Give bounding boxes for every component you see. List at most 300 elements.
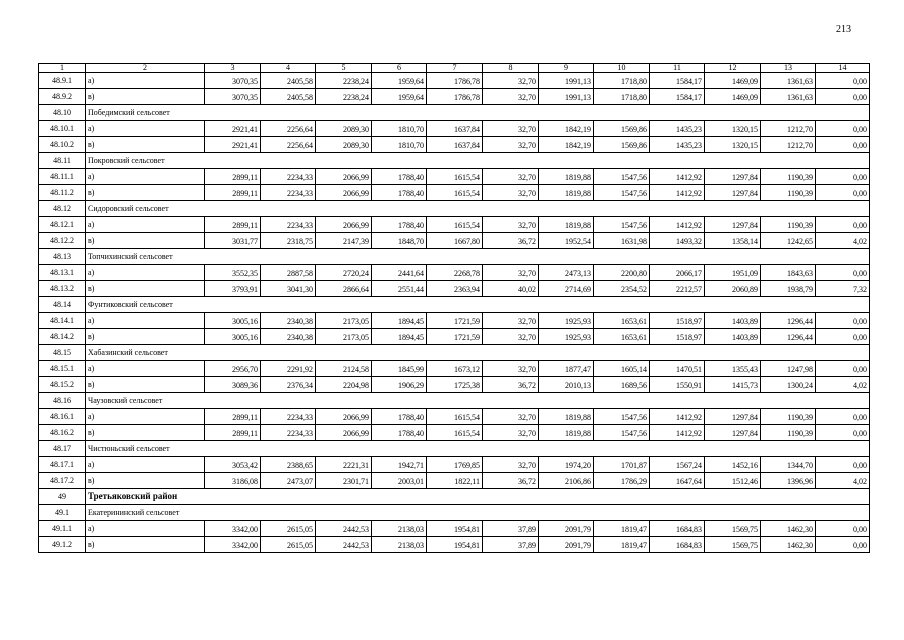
row-label: в) xyxy=(86,377,205,393)
value-col-11: 1518,97 xyxy=(650,313,705,329)
row-code: 48.9.1 xyxy=(39,73,86,89)
value-col-14: 0,00 xyxy=(816,185,870,201)
value-col-11: 1647,64 xyxy=(650,473,705,489)
council-row xyxy=(39,249,870,265)
table-row xyxy=(39,361,870,377)
value-col-5: 2066,99 xyxy=(316,409,372,425)
value-col-11: 1412,92 xyxy=(650,217,705,233)
value-col-6: 1788,40 xyxy=(372,217,427,233)
value-col-13: 1938,79 xyxy=(761,281,816,297)
value-col-14: 0,00 xyxy=(816,137,870,153)
value-col-12: 1320,15 xyxy=(705,137,761,153)
value-col-10: 1547,56 xyxy=(594,185,650,201)
value-col-14: 0,00 xyxy=(816,265,870,281)
value-col-10: 1701,87 xyxy=(594,457,650,473)
column-number-6: 6 xyxy=(372,64,427,73)
value-col-8: 32,70 xyxy=(483,265,539,281)
value-col-14: 0,00 xyxy=(816,521,870,537)
value-col-4: 2388,65 xyxy=(261,457,316,473)
value-col-13: 1344,70 xyxy=(761,457,816,473)
value-col-13: 1190,39 xyxy=(761,409,816,425)
row-code: 48.16.2 xyxy=(39,425,86,441)
value-col-14: 0,00 xyxy=(816,457,870,473)
table-row xyxy=(39,185,870,201)
value-col-11: 1518,97 xyxy=(650,329,705,345)
value-col-6: 1845,99 xyxy=(372,361,427,377)
value-col-11: 1550,91 xyxy=(650,377,705,393)
value-col-5: 2204,98 xyxy=(316,377,372,393)
value-col-3: 3552,35 xyxy=(205,265,261,281)
row-code: 48.12.1 xyxy=(39,217,86,233)
table-row xyxy=(39,121,870,137)
value-col-7: 1725,38 xyxy=(427,377,483,393)
row-label: а) xyxy=(86,457,205,473)
column-number-row xyxy=(39,64,870,73)
value-col-8: 32,70 xyxy=(483,409,539,425)
value-col-7: 1637,84 xyxy=(427,137,483,153)
value-col-13: 1212,70 xyxy=(761,121,816,137)
column-number-1: 1 xyxy=(39,64,86,73)
value-col-12: 1951,09 xyxy=(705,265,761,281)
value-col-10: 1689,56 xyxy=(594,377,650,393)
value-col-5: 2173,05 xyxy=(316,329,372,345)
value-col-10: 2354,52 xyxy=(594,281,650,297)
value-col-3: 3070,35 xyxy=(205,73,261,89)
value-col-3: 3053,42 xyxy=(205,457,261,473)
value-col-4: 2473,07 xyxy=(261,473,316,489)
value-col-3: 3005,16 xyxy=(205,313,261,329)
council-name: Чистюньский сельсовет xyxy=(86,441,870,457)
value-col-8: 32,70 xyxy=(483,169,539,185)
row-label: а) xyxy=(86,265,205,281)
value-col-13: 1247,98 xyxy=(761,361,816,377)
row-label: в) xyxy=(86,473,205,489)
value-col-5: 2238,24 xyxy=(316,73,372,89)
value-col-4: 2234,33 xyxy=(261,409,316,425)
value-col-11: 1684,83 xyxy=(650,537,705,553)
value-col-10: 1819,47 xyxy=(594,537,650,553)
value-col-6: 2138,03 xyxy=(372,537,427,553)
value-col-3: 3793,91 xyxy=(205,281,261,297)
value-col-6: 2003,01 xyxy=(372,473,427,489)
value-col-4: 2234,33 xyxy=(261,169,316,185)
value-col-12: 1297,84 xyxy=(705,169,761,185)
row-label: в) xyxy=(86,185,205,201)
value-col-3: 3186,08 xyxy=(205,473,261,489)
value-col-5: 2066,99 xyxy=(316,217,372,233)
value-col-9: 2091,79 xyxy=(539,521,594,537)
value-col-13: 1190,39 xyxy=(761,425,816,441)
value-col-13: 1212,70 xyxy=(761,137,816,153)
row-code: 48.16 xyxy=(39,393,86,409)
row-label: в) xyxy=(86,329,205,345)
row-code: 48.14 xyxy=(39,297,86,313)
table-row xyxy=(39,313,870,329)
value-col-3: 2899,11 xyxy=(205,425,261,441)
value-col-5: 2066,99 xyxy=(316,185,372,201)
row-code: 48.10.1 xyxy=(39,121,86,137)
value-col-11: 1584,17 xyxy=(650,89,705,105)
council-name: Сидоровский сельсовет xyxy=(86,201,870,217)
table-row xyxy=(39,73,870,89)
value-col-12: 1358,14 xyxy=(705,233,761,249)
row-code: 48.13 xyxy=(39,249,86,265)
council-row xyxy=(39,105,870,121)
value-col-14: 0,00 xyxy=(816,121,870,137)
row-code: 48.10 xyxy=(39,105,86,121)
value-col-3: 3031,77 xyxy=(205,233,261,249)
value-col-7: 1786,78 xyxy=(427,73,483,89)
council-name: Хабазинский сельсовет xyxy=(86,345,870,361)
column-number-10: 10 xyxy=(594,64,650,73)
value-col-11: 1412,92 xyxy=(650,169,705,185)
value-col-9: 1925,93 xyxy=(539,329,594,345)
tariff-table xyxy=(38,63,870,553)
value-col-5: 2089,30 xyxy=(316,137,372,153)
value-col-12: 2060,89 xyxy=(705,281,761,297)
row-code: 48.10.2 xyxy=(39,137,86,153)
value-col-14: 4,02 xyxy=(816,377,870,393)
value-col-10: 1547,56 xyxy=(594,425,650,441)
value-col-11: 2066,17 xyxy=(650,265,705,281)
row-code: 49.1.2 xyxy=(39,537,86,553)
value-col-6: 1942,71 xyxy=(372,457,427,473)
table-row xyxy=(39,169,870,185)
row-code: 48.12 xyxy=(39,201,86,217)
row-label: а) xyxy=(86,73,205,89)
table-row xyxy=(39,233,870,249)
value-col-3: 3342,00 xyxy=(205,521,261,537)
value-col-4: 2615,05 xyxy=(261,537,316,553)
table-row xyxy=(39,377,870,393)
value-col-8: 32,70 xyxy=(483,329,539,345)
value-col-4: 2318,75 xyxy=(261,233,316,249)
row-code: 49 xyxy=(39,489,86,505)
value-col-3: 2899,11 xyxy=(205,409,261,425)
value-col-7: 1637,84 xyxy=(427,121,483,137)
value-col-5: 2301,71 xyxy=(316,473,372,489)
column-number-5: 5 xyxy=(316,64,372,73)
value-col-11: 1684,83 xyxy=(650,521,705,537)
value-col-9: 1991,13 xyxy=(539,73,594,89)
column-number-8: 8 xyxy=(483,64,539,73)
council-name: Покровский сельсовет xyxy=(86,153,870,169)
value-col-7: 1615,54 xyxy=(427,185,483,201)
value-col-7: 1667,80 xyxy=(427,233,483,249)
row-code: 48.12.2 xyxy=(39,233,86,249)
value-col-8: 32,70 xyxy=(483,217,539,233)
table-row xyxy=(39,457,870,473)
value-col-9: 1819,88 xyxy=(539,425,594,441)
value-col-9: 1842,19 xyxy=(539,137,594,153)
row-code: 48.9.2 xyxy=(39,89,86,105)
value-col-3: 2899,11 xyxy=(205,185,261,201)
value-col-12: 1320,15 xyxy=(705,121,761,137)
row-label: а) xyxy=(86,361,205,377)
value-col-9: 1819,88 xyxy=(539,169,594,185)
value-col-14: 0,00 xyxy=(816,409,870,425)
value-col-12: 1569,75 xyxy=(705,521,761,537)
value-col-11: 1435,23 xyxy=(650,121,705,137)
value-col-13: 1462,30 xyxy=(761,521,816,537)
value-col-6: 1906,29 xyxy=(372,377,427,393)
value-col-4: 3041,30 xyxy=(261,281,316,297)
row-code: 48.17.2 xyxy=(39,473,86,489)
value-col-6: 1788,40 xyxy=(372,169,427,185)
value-col-8: 36,72 xyxy=(483,473,539,489)
value-col-10: 1819,47 xyxy=(594,521,650,537)
column-number-14: 14 xyxy=(816,64,870,73)
table-row xyxy=(39,281,870,297)
value-col-14: 0,00 xyxy=(816,329,870,345)
value-col-8: 32,70 xyxy=(483,185,539,201)
table-row xyxy=(39,425,870,441)
row-code: 49.1.1 xyxy=(39,521,86,537)
row-label: в) xyxy=(86,89,205,105)
value-col-3: 3342,00 xyxy=(205,537,261,553)
value-col-5: 2442,53 xyxy=(316,537,372,553)
value-col-10: 1547,56 xyxy=(594,169,650,185)
row-label: а) xyxy=(86,521,205,537)
table-row xyxy=(39,521,870,537)
value-col-4: 2376,34 xyxy=(261,377,316,393)
council-name: Фунтиковский сельсовет xyxy=(86,297,870,313)
value-col-7: 1615,54 xyxy=(427,425,483,441)
row-label: а) xyxy=(86,313,205,329)
council-row xyxy=(39,505,870,521)
value-col-6: 1959,64 xyxy=(372,89,427,105)
row-label: а) xyxy=(86,169,205,185)
value-col-9: 2106,86 xyxy=(539,473,594,489)
value-col-13: 1190,39 xyxy=(761,217,816,233)
row-label: а) xyxy=(86,409,205,425)
value-col-6: 2551,44 xyxy=(372,281,427,297)
value-col-6: 2441,64 xyxy=(372,265,427,281)
value-col-4: 2615,05 xyxy=(261,521,316,537)
value-col-12: 1569,75 xyxy=(705,537,761,553)
value-col-5: 2442,53 xyxy=(316,521,372,537)
value-col-7: 1721,59 xyxy=(427,313,483,329)
value-col-3: 3070,35 xyxy=(205,89,261,105)
value-col-12: 1415,73 xyxy=(705,377,761,393)
district-row xyxy=(39,489,870,505)
value-col-9: 1925,93 xyxy=(539,313,594,329)
value-col-12: 1469,09 xyxy=(705,73,761,89)
council-row xyxy=(39,201,870,217)
row-label: а) xyxy=(86,121,205,137)
value-col-14: 0,00 xyxy=(816,169,870,185)
row-label: в) xyxy=(86,425,205,441)
value-col-4: 2256,64 xyxy=(261,121,316,137)
value-col-9: 1819,88 xyxy=(539,185,594,201)
council-row xyxy=(39,441,870,457)
row-label: в) xyxy=(86,233,205,249)
value-col-10: 1718,80 xyxy=(594,89,650,105)
row-label: в) xyxy=(86,137,205,153)
value-col-9: 1842,19 xyxy=(539,121,594,137)
value-col-5: 2066,99 xyxy=(316,169,372,185)
value-col-12: 1512,46 xyxy=(705,473,761,489)
value-col-5: 2173,05 xyxy=(316,313,372,329)
value-col-6: 1894,45 xyxy=(372,329,427,345)
value-col-8: 37,89 xyxy=(483,537,539,553)
value-col-9: 1952,54 xyxy=(539,233,594,249)
value-col-12: 1297,84 xyxy=(705,425,761,441)
value-col-3: 2921,41 xyxy=(205,121,261,137)
value-col-14: 0,00 xyxy=(816,89,870,105)
value-col-11: 1493,32 xyxy=(650,233,705,249)
value-col-9: 1877,47 xyxy=(539,361,594,377)
value-col-6: 1848,70 xyxy=(372,233,427,249)
value-col-4: 2234,33 xyxy=(261,425,316,441)
value-col-10: 1786,29 xyxy=(594,473,650,489)
value-col-9: 2714,69 xyxy=(539,281,594,297)
value-col-10: 1569,86 xyxy=(594,137,650,153)
column-number-12: 12 xyxy=(705,64,761,73)
row-code: 48.11.2 xyxy=(39,185,86,201)
value-col-13: 1300,24 xyxy=(761,377,816,393)
row-label: в) xyxy=(86,281,205,297)
value-col-13: 1296,44 xyxy=(761,329,816,345)
row-code: 48.15.1 xyxy=(39,361,86,377)
value-col-7: 2363,94 xyxy=(427,281,483,297)
value-col-3: 2921,41 xyxy=(205,137,261,153)
value-col-5: 2720,24 xyxy=(316,265,372,281)
value-col-4: 2405,58 xyxy=(261,73,316,89)
council-name: Чаузовский сельсовет xyxy=(86,393,870,409)
row-code: 48.16.1 xyxy=(39,409,86,425)
row-code: 48.15 xyxy=(39,345,86,361)
column-number-11: 11 xyxy=(650,64,705,73)
value-col-10: 1605,14 xyxy=(594,361,650,377)
value-col-13: 1843,63 xyxy=(761,265,816,281)
council-name: Топчихинский сельсовет xyxy=(86,249,870,265)
value-col-14: 0,00 xyxy=(816,425,870,441)
value-col-7: 1822,11 xyxy=(427,473,483,489)
value-col-13: 1190,39 xyxy=(761,185,816,201)
value-col-14: 4,02 xyxy=(816,233,870,249)
value-col-7: 1673,12 xyxy=(427,361,483,377)
value-col-7: 1615,54 xyxy=(427,217,483,233)
council-row xyxy=(39,153,870,169)
value-col-6: 1788,40 xyxy=(372,425,427,441)
value-col-11: 1435,23 xyxy=(650,137,705,153)
value-col-4: 2887,58 xyxy=(261,265,316,281)
value-col-4: 2340,38 xyxy=(261,313,316,329)
value-col-12: 1297,84 xyxy=(705,185,761,201)
value-col-9: 1819,88 xyxy=(539,409,594,425)
value-col-8: 37,89 xyxy=(483,521,539,537)
column-number-13: 13 xyxy=(761,64,816,73)
value-col-10: 1653,61 xyxy=(594,313,650,329)
value-col-10: 1547,56 xyxy=(594,217,650,233)
row-code: 48.13.1 xyxy=(39,265,86,281)
value-col-11: 1584,17 xyxy=(650,73,705,89)
value-col-11: 1412,92 xyxy=(650,185,705,201)
row-code: 48.15.2 xyxy=(39,377,86,393)
value-col-4: 2234,33 xyxy=(261,217,316,233)
value-col-3: 3005,16 xyxy=(205,329,261,345)
value-col-7: 1615,54 xyxy=(427,169,483,185)
row-code: 48.11.1 xyxy=(39,169,86,185)
value-col-10: 2200,80 xyxy=(594,265,650,281)
value-col-14: 0,00 xyxy=(816,217,870,233)
value-col-5: 2066,99 xyxy=(316,425,372,441)
value-col-9: 1991,13 xyxy=(539,89,594,105)
value-col-11: 2212,57 xyxy=(650,281,705,297)
row-code: 48.14.1 xyxy=(39,313,86,329)
value-col-8: 32,70 xyxy=(483,89,539,105)
council-row xyxy=(39,297,870,313)
table-row xyxy=(39,217,870,233)
column-number-2: 2 xyxy=(86,64,205,73)
value-col-14: 0,00 xyxy=(816,537,870,553)
column-number-9: 9 xyxy=(539,64,594,73)
value-col-10: 1718,80 xyxy=(594,73,650,89)
value-col-6: 1788,40 xyxy=(372,185,427,201)
value-col-14: 0,00 xyxy=(816,361,870,377)
table-row xyxy=(39,537,870,553)
column-number-7: 7 xyxy=(427,64,483,73)
value-col-3: 3089,36 xyxy=(205,377,261,393)
row-label: а) xyxy=(86,217,205,233)
value-col-13: 1462,30 xyxy=(761,537,816,553)
value-col-11: 1567,24 xyxy=(650,457,705,473)
value-col-5: 2089,30 xyxy=(316,121,372,137)
value-col-8: 32,70 xyxy=(483,121,539,137)
value-col-7: 1954,81 xyxy=(427,537,483,553)
row-label: в) xyxy=(86,537,205,553)
district-name: Третьяковский район xyxy=(86,489,870,505)
value-col-7: 1786,78 xyxy=(427,89,483,105)
value-col-10: 1653,61 xyxy=(594,329,650,345)
value-col-14: 7,32 xyxy=(816,281,870,297)
value-col-10: 1547,56 xyxy=(594,409,650,425)
value-col-8: 32,70 xyxy=(483,73,539,89)
value-col-9: 2091,79 xyxy=(539,537,594,553)
value-col-13: 1190,39 xyxy=(761,169,816,185)
value-col-14: 0,00 xyxy=(816,73,870,89)
value-col-5: 2238,24 xyxy=(316,89,372,105)
value-col-4: 2291,92 xyxy=(261,361,316,377)
row-code: 49.1 xyxy=(39,505,86,521)
value-col-8: 36,72 xyxy=(483,233,539,249)
value-col-10: 1569,86 xyxy=(594,121,650,137)
value-col-14: 0,00 xyxy=(816,313,870,329)
value-col-11: 1470,51 xyxy=(650,361,705,377)
value-col-4: 2234,33 xyxy=(261,185,316,201)
value-col-9: 1819,88 xyxy=(539,217,594,233)
value-col-7: 1769,85 xyxy=(427,457,483,473)
value-col-8: 32,70 xyxy=(483,457,539,473)
value-col-11: 1412,92 xyxy=(650,425,705,441)
table-row xyxy=(39,409,870,425)
value-col-5: 2866,64 xyxy=(316,281,372,297)
council-row xyxy=(39,393,870,409)
value-col-11: 1412,92 xyxy=(650,409,705,425)
table-row xyxy=(39,265,870,281)
value-col-6: 2138,03 xyxy=(372,521,427,537)
value-col-12: 1297,84 xyxy=(705,217,761,233)
value-col-9: 2010,13 xyxy=(539,377,594,393)
value-col-6: 1810,70 xyxy=(372,137,427,153)
value-col-12: 1355,43 xyxy=(705,361,761,377)
value-col-12: 1403,89 xyxy=(705,329,761,345)
row-code: 48.13.2 xyxy=(39,281,86,297)
value-col-8: 32,70 xyxy=(483,425,539,441)
value-col-12: 1469,09 xyxy=(705,89,761,105)
council-name: Победимский сельсовет xyxy=(86,105,870,121)
